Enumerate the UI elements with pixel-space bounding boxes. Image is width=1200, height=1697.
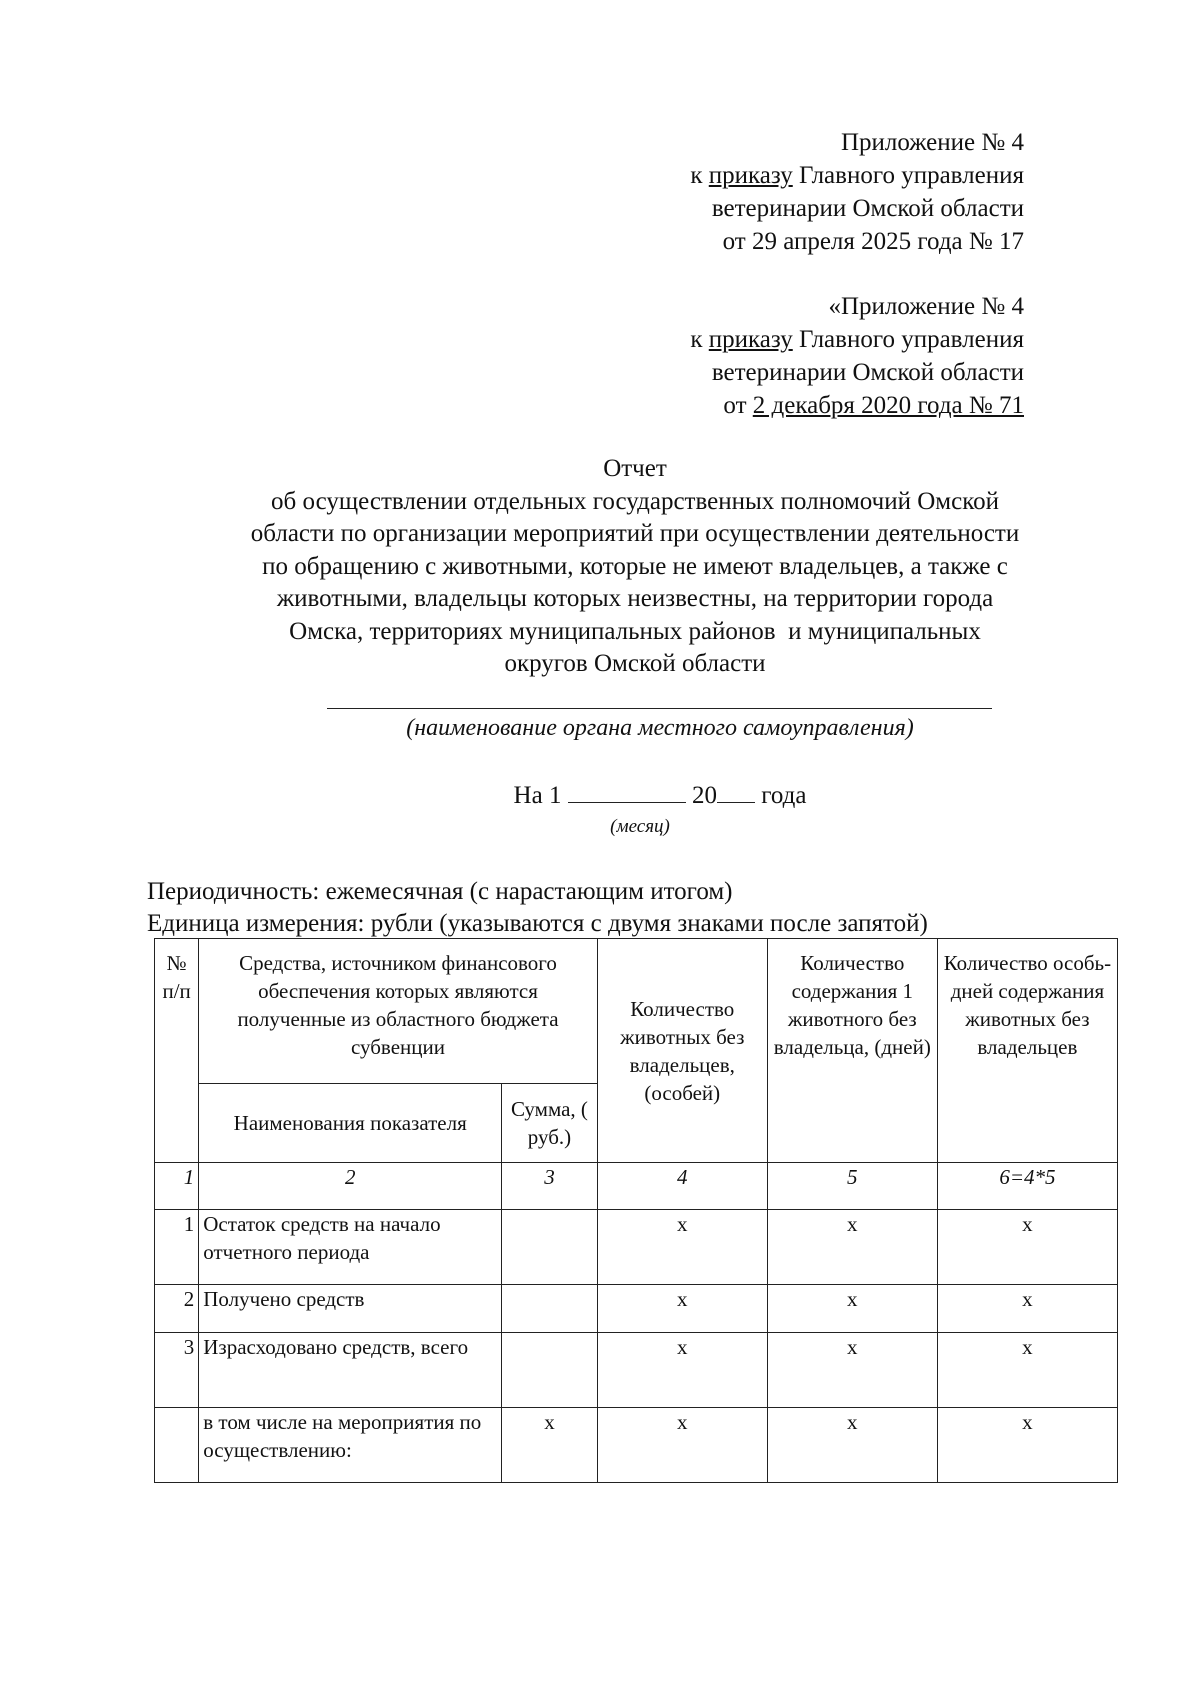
date-prefix: от — [723, 392, 753, 419]
row-c4: x — [597, 1333, 767, 1408]
table-row — [155, 1210, 1118, 1285]
title-line: Омска, территориях муниципальных районов и муниципальных — [289, 617, 981, 645]
report-title — [200, 453, 1070, 681]
header-funds-group: Средства, источником финансового обеспечения которых являются полученные из областного бюджета субвенции — [199, 939, 597, 1084]
row-sum[interactable] — [502, 1210, 598, 1285]
order-prefix: к — [690, 326, 709, 353]
row-c5: x — [767, 1210, 937, 1285]
month-caption: (месяц) — [610, 816, 670, 837]
title-line: об осуществлении отдельных государственных полномочий Омской — [271, 487, 999, 515]
report-heading: Отчет — [603, 455, 667, 482]
appendix-current-header — [690, 126, 1024, 258]
row-c4: x — [597, 1210, 767, 1285]
order-link[interactable]: приказу — [708, 326, 793, 353]
title-line: по обращению с животными, которые не имеют владельцев, а также с — [262, 552, 1008, 580]
appendix-title: «Приложение № 4 — [828, 293, 1024, 320]
header-animals-count: Количество животных без владельцев, (особей) — [597, 939, 767, 1163]
org-name-blank-line[interactable] — [327, 708, 992, 709]
appendix-original-header — [690, 290, 1024, 422]
table-row — [155, 1408, 1118, 1483]
org-name-caption: (наименование органа местного самоуправления) — [406, 715, 914, 741]
units-text: Единица измерения: рубли (указываются с двумя знаками после запятой) — [147, 910, 928, 937]
row-name: Остаток средств на начало отчетного периода — [199, 1210, 502, 1285]
header-no: № п/п — [155, 939, 199, 1163]
title-line: области по организации мероприятий при осуществлении деятельности — [250, 520, 1020, 547]
order-suffix: Главного управления — [792, 326, 1024, 353]
date-suffix: года — [761, 782, 807, 809]
appendix-title: Приложение № 4 — [840, 129, 1024, 156]
column-number: 4 — [597, 1163, 767, 1210]
row-sum[interactable] — [502, 1333, 598, 1408]
column-number: 6=4*5 — [937, 1163, 1117, 1210]
header-days-per-animal: Количество содержания 1 животного без владельца, (дней) — [767, 939, 937, 1163]
row-c6: x — [937, 1210, 1117, 1285]
report-date-line — [300, 780, 1020, 810]
appendix-date: от 29 апреля 2025 года № 17 — [722, 228, 1024, 255]
table-row — [155, 1285, 1118, 1333]
row-no: 2 — [155, 1285, 199, 1333]
row-name: Получено средств — [199, 1285, 502, 1333]
column-numbers-row — [155, 1163, 1118, 1210]
row-name: Израсходовано средств, всего — [199, 1333, 502, 1408]
row-c4: x — [597, 1408, 767, 1483]
row-sum[interactable] — [502, 1285, 598, 1333]
column-number: 3 — [502, 1163, 598, 1210]
row-name: в том числе на мероприятия по осуществлению: — [199, 1408, 502, 1483]
appendix-date — [690, 389, 1024, 422]
header-row — [155, 939, 1118, 1084]
order-suffix: Главного управления — [792, 162, 1024, 189]
row-c5: x — [767, 1333, 937, 1408]
row-sum: x — [502, 1408, 598, 1483]
table-row — [155, 1333, 1118, 1408]
column-number: 1 — [155, 1163, 199, 1210]
row-c4: x — [597, 1285, 767, 1333]
row-c6: x — [937, 1333, 1117, 1408]
row-c5: x — [767, 1408, 937, 1483]
order-prefix: к — [690, 162, 709, 189]
year-blank[interactable] — [717, 780, 755, 803]
appendix-authority: ветеринарии Омской области — [711, 195, 1024, 222]
appendix-order-ref — [690, 159, 1024, 192]
column-number: 5 — [767, 1163, 937, 1210]
order-link[interactable]: приказу — [708, 162, 793, 189]
header-sum: Сумма, ( руб.) — [502, 1084, 598, 1163]
title-line: животными, владельцы которых неизвестны, на территории города — [276, 585, 994, 612]
date-prefix: На 1 — [513, 782, 562, 809]
row-no — [155, 1408, 199, 1483]
header-indicator-name: Наименования показателя — [199, 1084, 502, 1163]
row-no: 3 — [155, 1333, 199, 1408]
title-line: округов Омской области — [504, 650, 766, 677]
column-number: 2 — [199, 1163, 502, 1210]
appendix-authority: ветеринарии Омской области — [711, 359, 1024, 386]
periodicity-text: Периодичность: ежемесячная (с нарастающим итогом) — [147, 878, 733, 905]
row-no: 1 — [155, 1210, 199, 1285]
month-blank[interactable] — [568, 780, 686, 803]
date-underlined: 2 декабря 2020 года № 71 — [752, 392, 1024, 419]
report-table — [154, 938, 1118, 1483]
row-c6: x — [937, 1408, 1117, 1483]
year-prefix: 20 — [691, 782, 717, 809]
row-c5: x — [767, 1285, 937, 1333]
header-animal-days: Количество особь-дней содержания животных без владельцев — [937, 939, 1117, 1163]
appendix-order-ref — [690, 323, 1024, 356]
row-c6: x — [937, 1285, 1117, 1333]
